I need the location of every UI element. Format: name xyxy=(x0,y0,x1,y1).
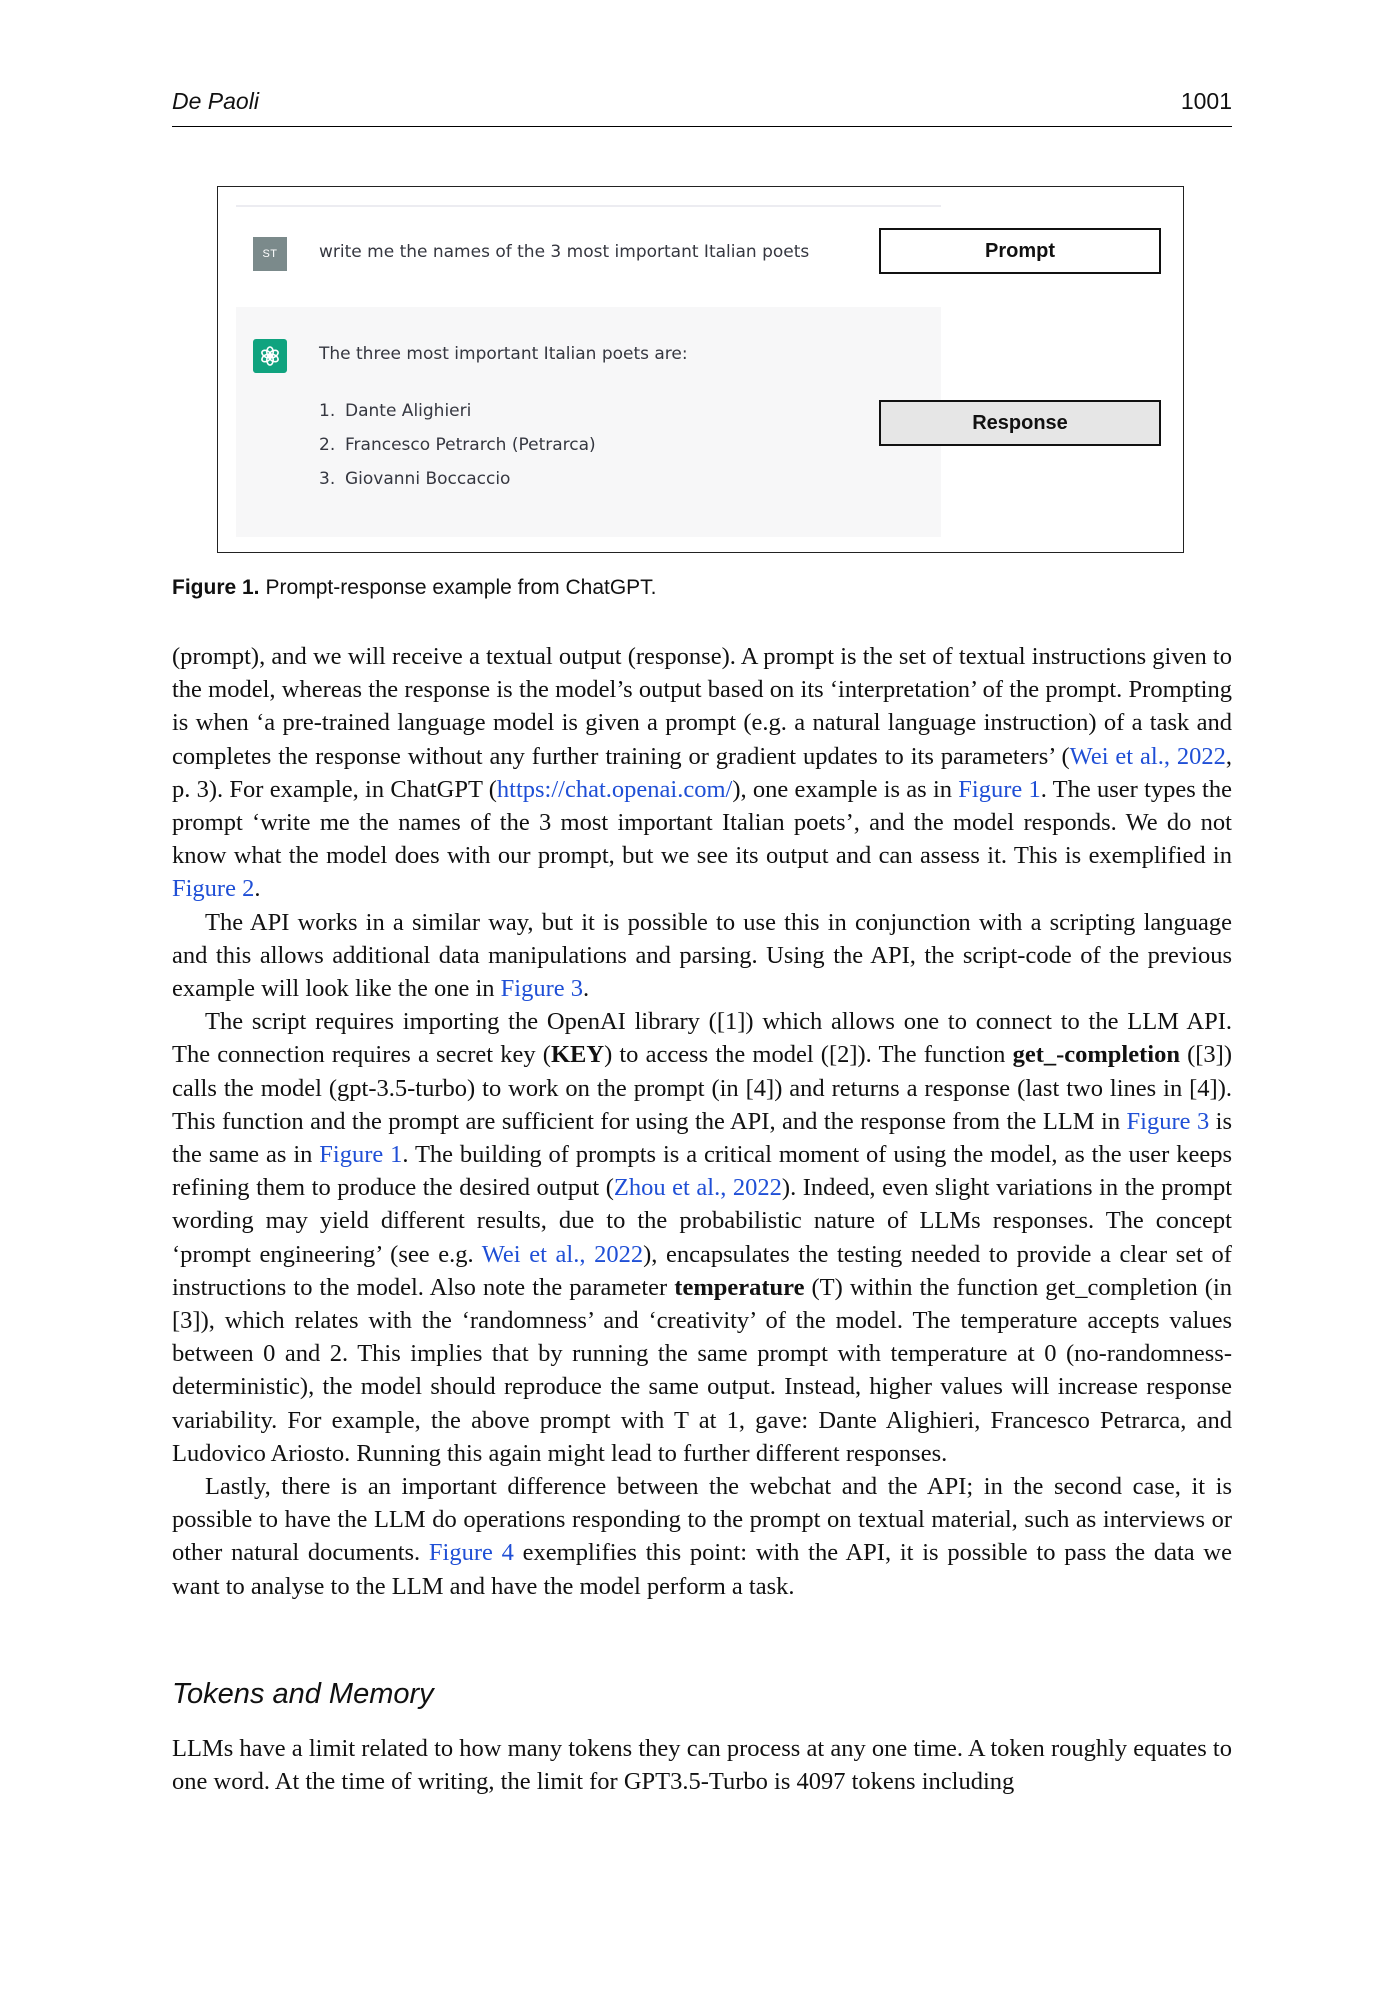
figure-link[interactable]: Figure 1 xyxy=(958,775,1041,803)
paragraph-2 xyxy=(172,906,1232,1006)
chat-divider xyxy=(236,205,941,207)
running-header xyxy=(172,86,1232,127)
list-item-number: 3. xyxy=(319,469,336,489)
text-run: ) to access the model ([2]). The function xyxy=(604,1041,1013,1069)
text-run: (prompt), and we will receive a textual output (response). A prompt is the set of textual instructions given to the model, whereas the response is the model’s output based on its ‘interpretation’ of the prompt. Prompting is when ‘a pre-trained language model is given a prompt (e.g. a natural language instruction) of a task and completes the response without any further training or gradient updates to its parameters’ ( xyxy=(172,643,1232,770)
figure-link[interactable]: Figure 3 xyxy=(1126,1107,1210,1135)
section-body xyxy=(172,1732,1232,1798)
section-paragraph-1: LLMs have a limit related to how many tokens they can process at any one time. A token roughly equates to one word. At the time of writing, the limit for GPT3.5-Turbo is 4097 tokens including xyxy=(172,1735,1232,1796)
text-run: ), encapsulates the testing needed to provide a clear set of instructions to the model. Also note the parameter xyxy=(172,1240,1232,1301)
text-run: . The user types the prompt ‘write me the names of the 3 most important Italian poets’, and the model responds. We do not know what the model does with our prompt, but we see its output and can assess it. This is exemplified in xyxy=(172,775,1232,870)
paragraph-4 xyxy=(172,1470,1232,1603)
list-item-number: 2. xyxy=(319,435,336,455)
list-item: Dante Alighieri xyxy=(345,401,472,421)
text-run: . The building of prompts is a critical moment of using the model, as the user keeps refining them to produce the desired output ( xyxy=(172,1141,1232,1202)
citation-link[interactable]: Wei et al., 2022 xyxy=(1069,742,1226,770)
text-run: . xyxy=(254,875,261,903)
running-header-author: De Paoli xyxy=(172,88,259,114)
chatgpt-logo-icon xyxy=(253,339,287,373)
text-run: is the same as in xyxy=(172,1107,1233,1169)
user-message: write me the names of the 3 most important Italian poets xyxy=(319,242,810,262)
text-run: , p. 3). For example, in ChatGPT ( xyxy=(172,742,1232,803)
text-run: Lastly, there is an important difference between the webchat and the API; in the second case, it is possible to have the LLM do operations responding to the prompt on textual material, such as interviews or other natural documents. xyxy=(172,1473,1232,1567)
list-item-number: 1. xyxy=(319,401,336,421)
list-item: Giovanni Boccaccio xyxy=(345,469,511,489)
text-run: (T) within the function get_completion (in [3]), which relates with the ‘randomness’ and ‘creativity’ of the model. The temperature accepts values between 0 and 2. This implies that by running the same prompt with temperature at 0 (no-randomness-deterministic), the model should reproduce the same output. Instead, higher values will increase response variability. For example, the above prompt with T at 1, gave: Dante Alighieri, Francesco Petrarca, and Ludovico Ariosto. Running this again might lead to further different responses. xyxy=(172,1273,1232,1467)
text-run: . xyxy=(582,975,590,1003)
text-run: ). Indeed, even slight variations in the prompt wording may yield different results, due to the probabilistic nature of LLMs responses. The concept ‘prompt engineering’ (see e.g. xyxy=(172,1174,1232,1268)
paragraph-3 xyxy=(172,1005,1232,1470)
text-run: exemplifies this point: with the API, it is possible to pass the data we want to analyse to the LLM and have the model perform a task. xyxy=(172,1539,1232,1600)
text-run: ([3]) calls the model (gpt-3.5-turbo) to work on the prompt (in [4]) and returns a response (last two lines in [4]). This function and the prompt are sufficient for using the API, and the response from the LLM in xyxy=(172,1041,1232,1135)
section-heading: Tokens and Memory xyxy=(172,1678,434,1710)
paragraph-1 xyxy=(172,640,1232,906)
figure-link[interactable]: Figure 3 xyxy=(500,975,583,1003)
figure-caption-text: Prompt-response example from ChatGPT. xyxy=(265,576,657,599)
response-label-box: Response xyxy=(879,400,1161,446)
text-run: The script requires importing the OpenAI library ([1]) which allows one to connect to the LLM API. The connection requires a secret key ( xyxy=(172,1008,1232,1069)
bold-term: get_-completion xyxy=(1012,1041,1180,1069)
bot-intro: The three most important Italian poets are: xyxy=(319,344,688,364)
figure-caption xyxy=(172,576,657,600)
citation-link[interactable]: Zhou et al., 2022 xyxy=(613,1174,782,1202)
figure-1 xyxy=(217,186,1184,553)
citation-link[interactable]: Wei et al., 2022 xyxy=(481,1240,644,1268)
list-item: Francesco Petrarch (Petrarca) xyxy=(345,435,596,455)
figure-caption-label: Figure 1. xyxy=(172,576,260,599)
bold-term: temperature xyxy=(674,1273,805,1301)
figure-link[interactable]: Figure 4 xyxy=(428,1539,514,1567)
url-link[interactable]: https://chat.openai.com/ xyxy=(496,775,733,803)
prompt-label-box: Prompt xyxy=(879,228,1161,274)
chat-bot-row xyxy=(236,307,941,537)
page-number: 1001 xyxy=(1180,88,1232,114)
text-run: The API works in a similar way, but it is possible to use this in conjunction with a scripting language and this allows additional data manipulations and parsing. Using the API, the script-code of the previous example will look like the one in xyxy=(172,908,1232,1003)
figure-link[interactable]: Figure 2 xyxy=(172,875,255,903)
text-run: ), one example is as in xyxy=(732,775,959,803)
body-text xyxy=(172,640,1232,1603)
figure-link[interactable]: Figure 1 xyxy=(319,1141,403,1169)
user-avatar: ST xyxy=(253,237,287,271)
bold-term: KEY xyxy=(550,1041,605,1069)
